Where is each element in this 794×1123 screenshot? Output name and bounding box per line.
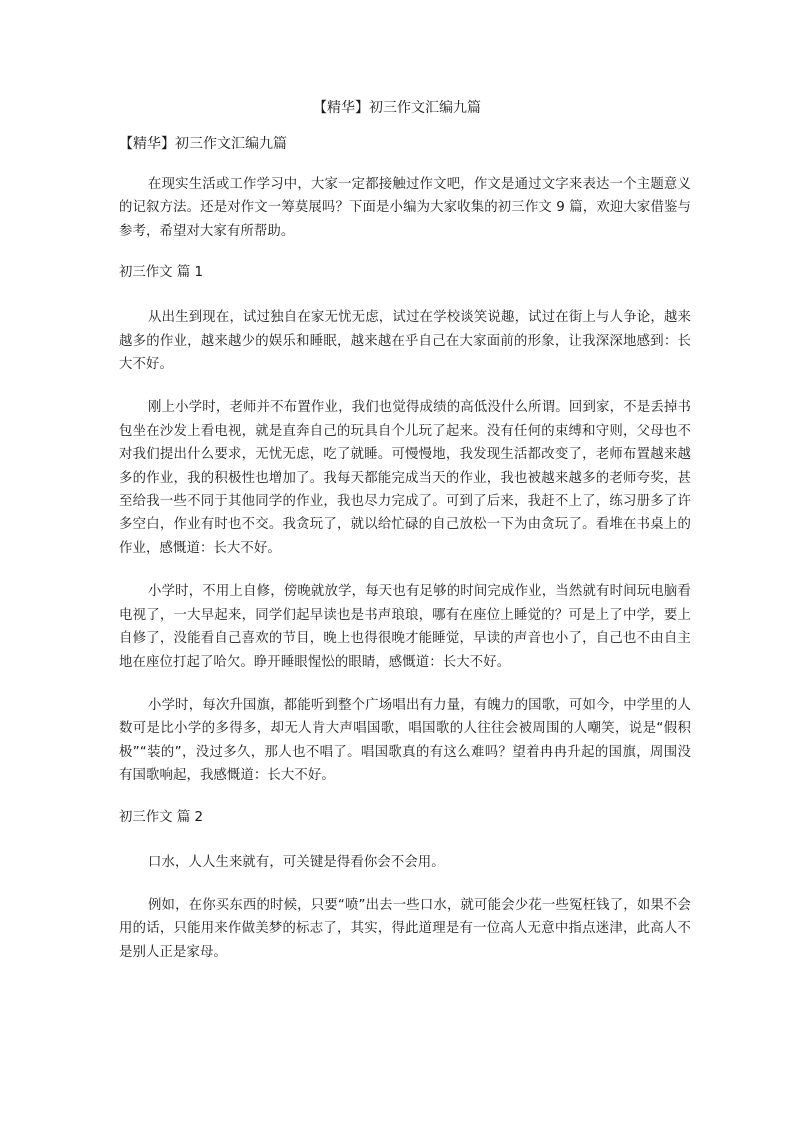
document-body [119, 134, 691, 984]
document-subtitle: 【精华】初三作文汇编九篇 [119, 136, 287, 152]
essay-2 [119, 808, 691, 965]
essay-1 [119, 263, 691, 787]
essay-heading: 初三作文 篇 1 [119, 265, 203, 281]
essay-paragraph: 刚上小学时，老师并不布置作业，我们也觉得成绩的高低没什么所谓。回到家，不是丢掉书包坐在沙发上看电视，就是直奔自己的玩具自个儿玩了起来。没有任何的束缚和守则，父母也不对我们提出什么要求，无忧无虑，吃了就睡。可慢慢地，我发现生活都改变了，老师布置越来越多的作业，我的积极性也增加了。我每天都能完成当天的作业，我也被越来越多的老师夸奖，甚至给我一些不同于其他同学的作业，我也尽力完成了。可到了后来，我赶不上了，练习册多了许多空白，作业有时也不交。我贪玩了，就以给忙碌的自己放松一下为由贪玩了。看堆在书桌上的作业，感慨道：长大不好。 [119, 400, 691, 556]
essay-heading: 初三作文 篇 2 [119, 809, 203, 825]
essay-paragraph: 从出生到现在，试过独自在家无忧无虑，试过在学校谈笑说趣，试过在街上与人争论，越来越多的作业，越来越少的娱乐和睡眠，越来越在乎自己在大家面前的形象，让我深深地感到：长大不好。 [119, 310, 691, 373]
intro-paragraph: 在现实生活或工作学习中，大家一定都接触过作文吧，作文是通过文字来表达一个主题意义的记叙方法。还是对作文一筹莫展吗？下面是小编为大家收集的初三作文 9 篇，欢迎大家借鉴与参考，希望对大家有所帮助。 [119, 177, 691, 239]
essay-paragraph: 小学时，不用上自修，傍晚就放学，每天也有足够的时间完成作业，当然就有时间玩电脑看电视了，一大早起来，同学们起早读也是书声琅琅，哪有在座位上睡觉的？可是上了中学，要上自修了，没能看自己喜欢的节目，晚上也得很晚才能睡觉，早读的声音也小了，自己也不由自主地在座位打起了哈欠。睁开睡眼惺忪的眼睛，感慨道：长大不好。 [119, 584, 691, 670]
essay-paragraph: 口水，人人生来就有，可关键是得看你会不会用。 [148, 854, 445, 870]
essay-paragraph: 例如，在你买东西的时候，只要“喷”出去一些口水，就可能会少花一些冤枉钱了，如果不会用的话，只能用来作做美梦的标志了，其实，得此道理是有一位高人无意中指点迷津，此高人不是别人正是家母。 [119, 897, 691, 960]
document-title: 【精华】初三作文汇编九篇 [313, 100, 481, 116]
essay-paragraph: 小学时，每次升国旗，都能听到整个广场唱出有力量，有魄力的国歌，可如今，中学里的人数可是比小学的多得多，却无人肯大声唱国歌，唱国歌的人往往会被周围的人嘲笑，说是“假积极”“装的”，没过多久，那人也不唱了。唱国歌真的有这么难吗？望着冉冉升起的国旗，周围没有国歌响起，我感慨道：长大不好。 [119, 697, 691, 784]
